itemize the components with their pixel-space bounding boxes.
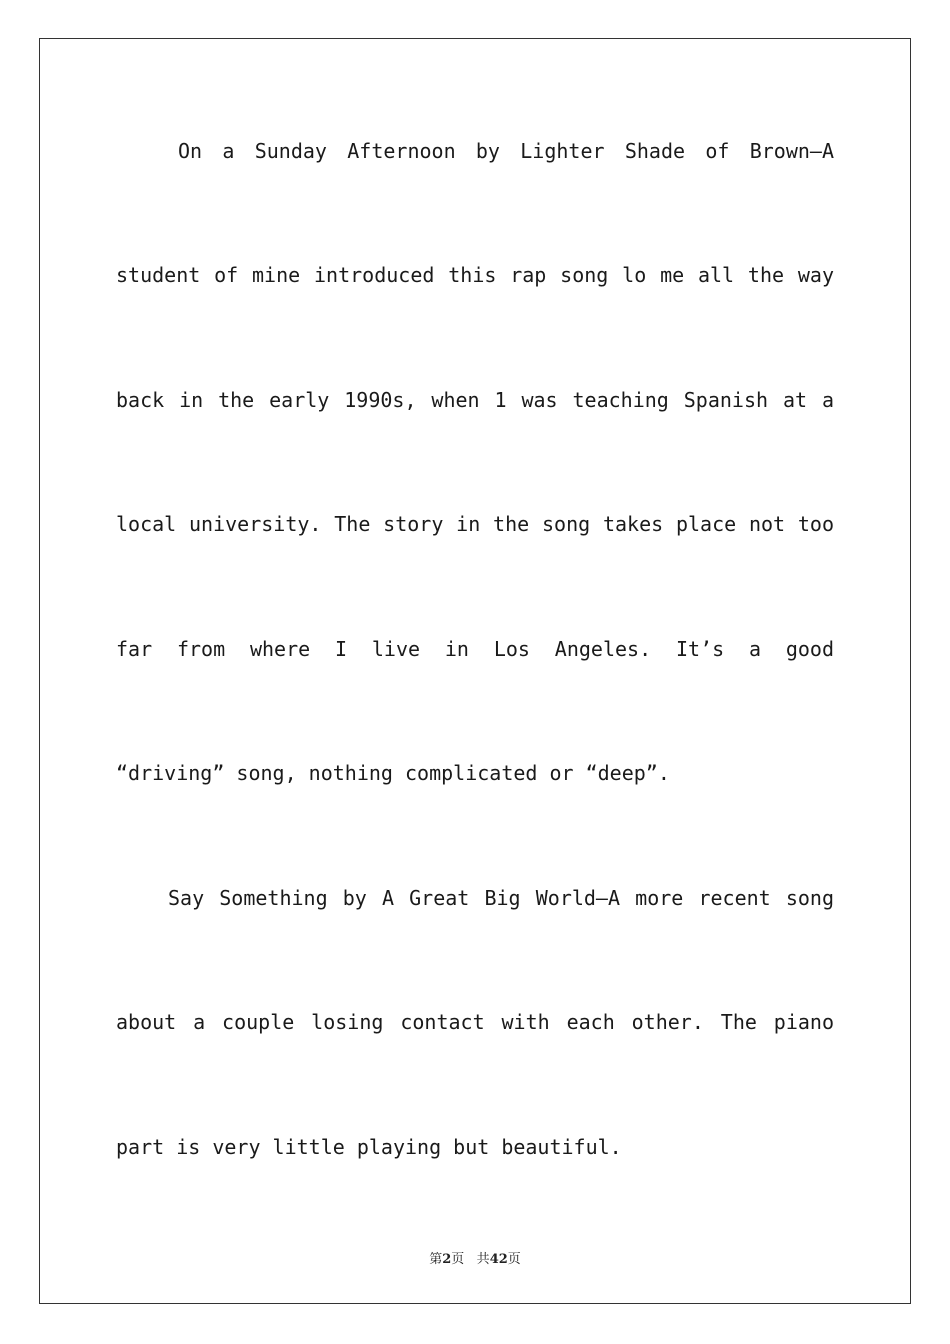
paragraph-2-line-1: Say Something by A Great Big World—A more recent song [168, 886, 834, 910]
footer-page-number: 2 [442, 1252, 452, 1267]
paragraph-2-line-2: about a couple losing contact with each other. The piano [116, 1010, 834, 1034]
footer-page-prefix: 第 [429, 1252, 443, 1267]
paragraph-1-line-6: “driving” song, nothing complicated or “deep”. [116, 761, 670, 785]
paragraph-1-line-3: back in the early 1990s, when 1 was teaching Spanish at a [116, 388, 834, 412]
footer-page-suffix: 页 [451, 1252, 465, 1267]
paragraph-1-line-5: far from where I live in Los Angeles. It’s a good [116, 637, 834, 661]
paragraph-1-line-4: local university. The story in the song takes place not too [116, 512, 834, 536]
footer-total-prefix: 共 [476, 1252, 490, 1267]
paragraph-2-line-3: part is very little playing but beautiful. [116, 1135, 622, 1159]
paragraph-1-line-1: On a Sunday Afternoon by Lighter Shade of Brown—A [178, 139, 834, 163]
page-footer [0, 1248, 950, 1267]
page-frame [39, 38, 911, 1304]
footer-total-pages: 42 [489, 1252, 508, 1267]
paragraph-1-line-2: student of mine introduced this rap song lo me all the way [116, 263, 834, 287]
footer-total-suffix: 页 [507, 1252, 521, 1267]
